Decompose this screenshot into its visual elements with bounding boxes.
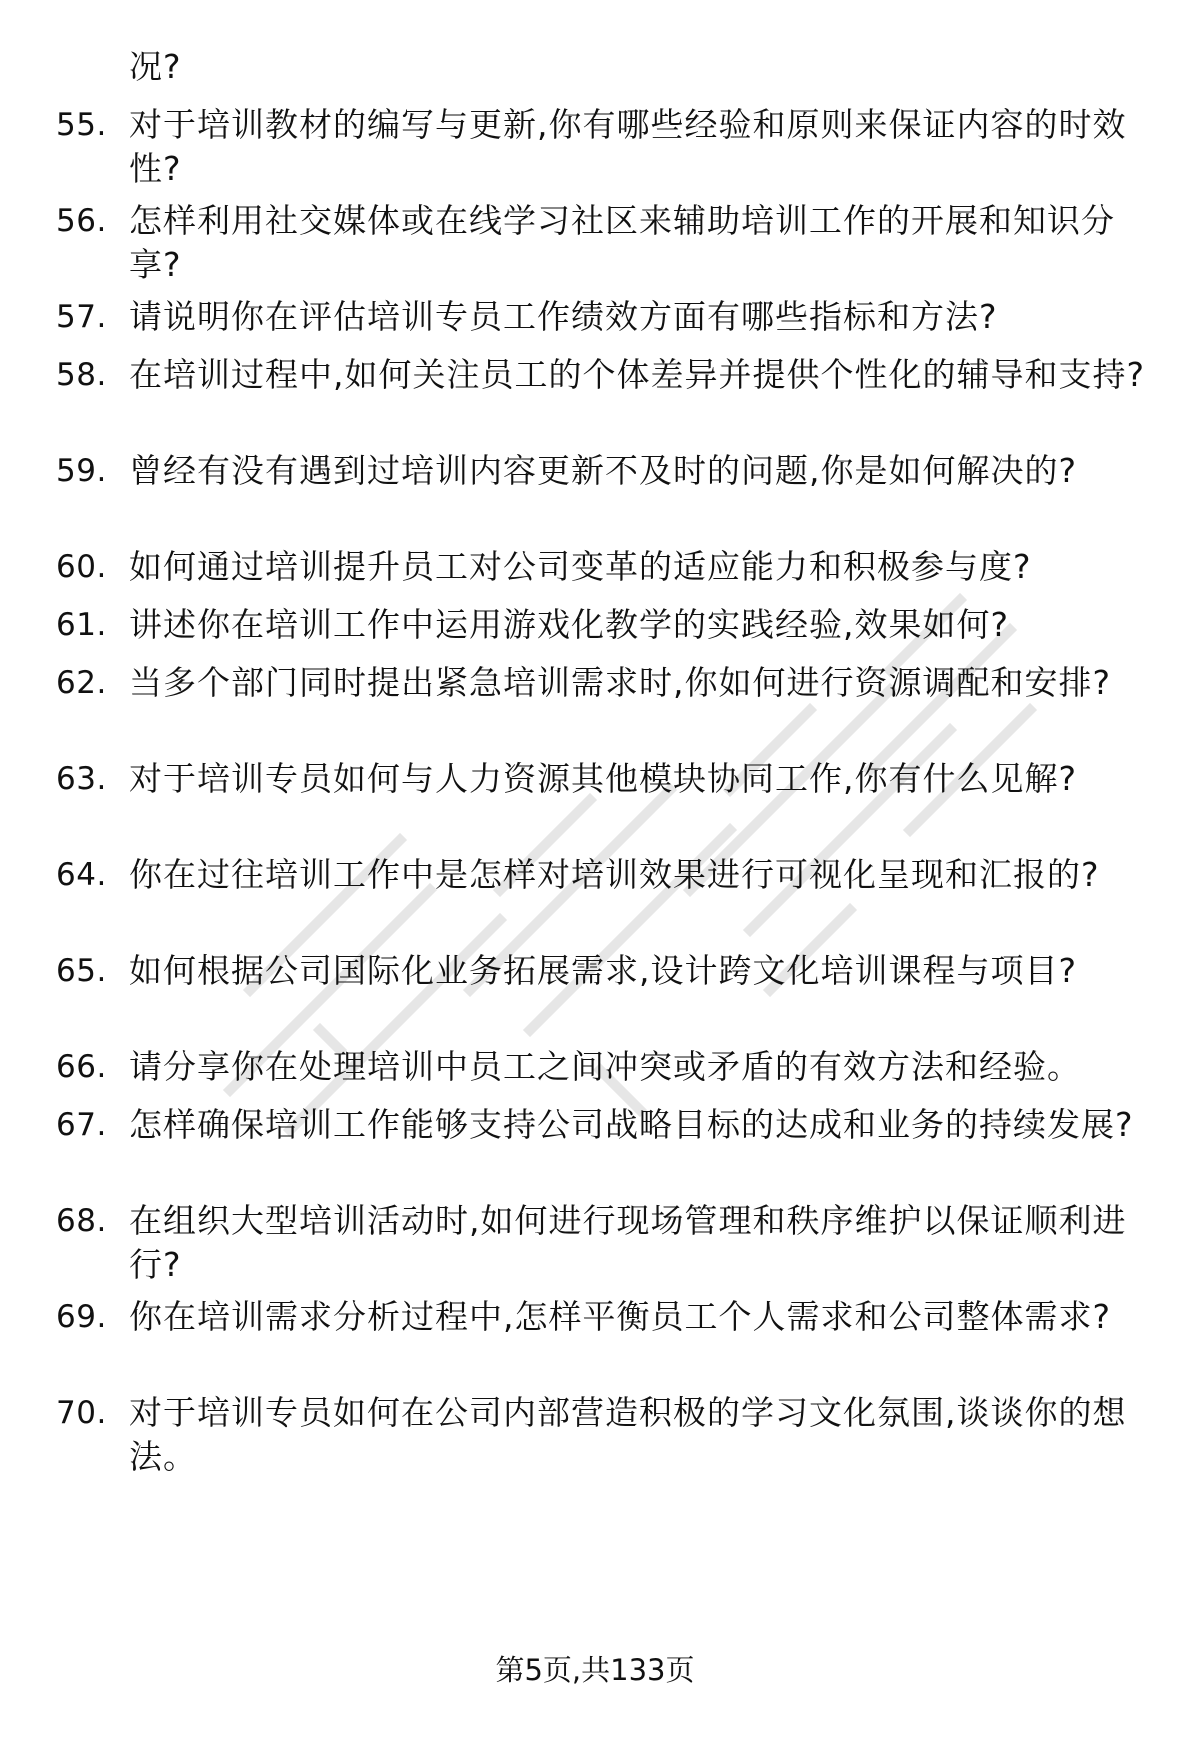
question-number: 70.	[56, 1395, 107, 1431]
question-text: 如何通过培训提升员工对公司变革的适应能力和积极参与度?	[129, 547, 1032, 586]
question-text: 对于培训专员如何在公司内部营造积极的学习文化氛围,谈谈你的想法。	[129, 1393, 1127, 1476]
question-text: 请分享你在处理培训中员工之间冲突或矛盾的有效方法和经验。	[129, 1047, 1081, 1086]
question-text: 对于培训专员如何与人力资源其他模块协同工作,你有什么见解?	[129, 759, 1078, 798]
question-text: 你在过往培训工作中是怎样对培训效果进行可视化呈现和汇报的?	[129, 855, 1100, 894]
question-number: 57.	[56, 299, 107, 335]
question-number: 58.	[56, 357, 107, 393]
question-number: 60.	[56, 549, 107, 585]
question-number: 61.	[56, 607, 107, 643]
question-text: 在组织大型培训活动时,如何进行现场管理和秩序维护以保证顺利进行?	[129, 1201, 1127, 1284]
question-number: 56.	[56, 203, 107, 239]
question-text: 当多个部门同时提出紧急培训需求时,你如何进行资源调配和安排?	[129, 663, 1112, 702]
question-text: 如何根据公司国际化业务拓展需求,设计跨文化培训课程与项目?	[129, 951, 1078, 990]
question-text: 对于培训教材的编写与更新,你有哪些经验和原则来保证内容的时效性?	[129, 105, 1127, 188]
question-text: 况?	[129, 47, 182, 86]
question-text: 在培训过程中,如何关注员工的个体差异并提供个性化的辅导和支持?	[129, 355, 1146, 394]
question-text: 请说明你在评估培训专员工作绩效方面有哪些指标和方法?	[129, 297, 998, 336]
page-footer: 第5页,共133页	[495, 1653, 695, 1687]
question-number: 55.	[56, 107, 107, 143]
question-number: 67.	[56, 1107, 107, 1143]
question-text: 怎样确保培训工作能够支持公司战略目标的达成和业务的持续发展?	[129, 1105, 1134, 1144]
question-number: 62.	[56, 665, 107, 701]
question-text: 曾经有没有遇到过培训内容更新不及时的问题,你是如何解决的?	[129, 451, 1078, 490]
question-number: 59.	[56, 453, 107, 489]
question-text: 讲述你在培训工作中运用游戏化教学的实践经验,效果如何?	[129, 605, 1010, 644]
question-number: 66.	[56, 1049, 107, 1085]
question-text: 你在培训需求分析过程中,怎样平衡员工个人需求和公司整体需求?	[129, 1297, 1112, 1336]
question-number: 64.	[56, 857, 107, 893]
question-number: 65.	[56, 953, 107, 989]
question-number: 63.	[56, 761, 107, 797]
question-number: 69.	[56, 1299, 107, 1335]
question-text: 怎样利用社交媒体或在线学习社区来辅助培训工作的开展和知识分享?	[129, 201, 1115, 284]
question-number: 68.	[56, 1203, 107, 1239]
